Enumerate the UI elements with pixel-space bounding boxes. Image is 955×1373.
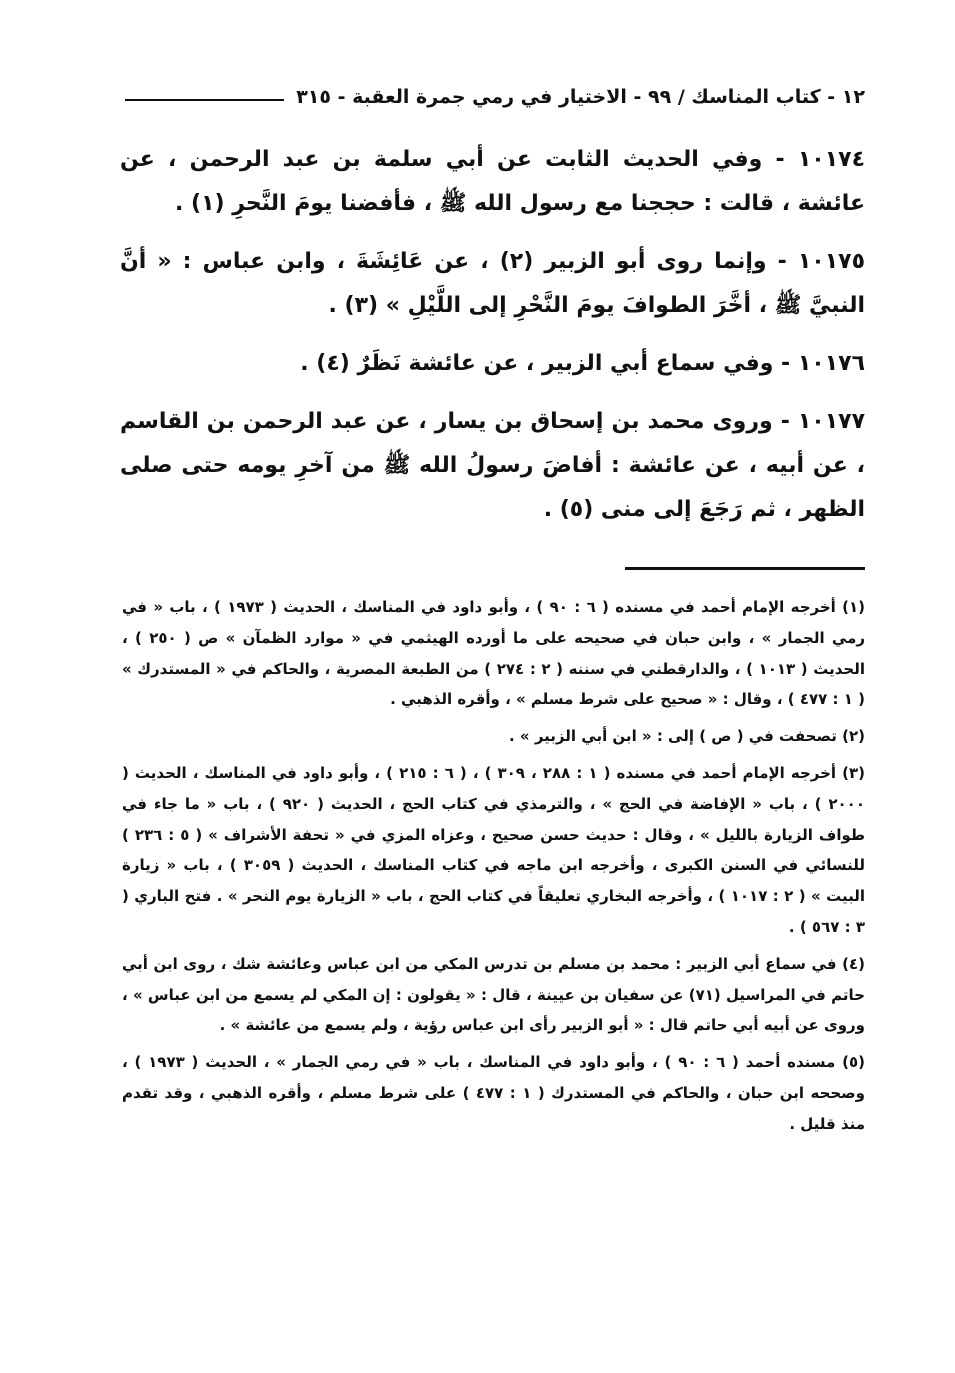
footnotes [122,592,865,1146]
paragraph-text: - وروى محمد بن إسحاق بن يسار ، عن عبد الرحمن بن القاسم ، عن أبيه ، عن عائشة : أفاضَ رسولُ الله ﷺ من آخرِ يومه حتى صلى الظهر ، ثم رَجَعَ إلى منى (٥) . [120,409,865,522]
paragraph-1174 [120,138,865,226]
footnote-4: (٤) في سماع أبي الزبير : محمد بن مسلم بن تدرس المكي من ابن عباس وعائشة شك ، روى ابن أبي حاتم في المراسيل (٧١) عن سفيان بن عيينة ، قال : « يقولون : إن المكي لم يسمع من ابن عباس » ، وروى عن أبيه أبي حاتم قال : « أبو الزبير رأى ابن عباس رؤية ، ولم يسمع من عائشة » . [122,954,865,1035]
footnote-separator [625,567,865,570]
paragraph-1175 [120,240,865,328]
running-header [125,82,865,112]
paragraph-1176 [120,342,865,386]
footnote-3: (٣) أخرجه الإمام أحمد في مسنده ( ١ : ٢٨٨ ، ٣٠٩ ) ، ( ٦ : ٢١٥ ) ، وأبو داود في المناسك ، الحديث ( ٢٠٠٠ ) ، باب « الإفاضة في الحج » ، والترمذي في كتاب الحج ، الحديث ( ٩٢٠ ) ، باب « ما جاء في طواف الزيارة بالليل » ، وقال : حديث حسن صحيح ، وعزاه المزي في « تحفة الأشراف » ( ٥ : ٢٣٦ ) للنسائي في السنن الكبرى ، وأخرجه ابن ماجه في كتاب المناسك ، الحديث ( ٣٠٥٩ ) ، باب « زيارة البيت » ( ٢ : ١٠١٧ ) ، وأخرجه البخاري تعليقاً في كتاب الحج ، باب « الزيارة يوم النحر » . فتح الباري ( ٣ : ٥٦٧ ) . [122,763,865,936]
footnote-2: (٢) تصحفت في ( ص ) إلى : « ابن أبي الزبير » . [509,727,865,746]
paragraph-number: ١٠١٧٥ [797,249,865,274]
footnote-1: (١) أخرجه الإمام أحمد في مسنده ( ٦ : ٩٠ ) ، وأبو داود في المناسك ، الحديث ( ١٩٧٣ ) ، باب « في رمي الجمار » ، وابن حبان في صحيحه على ما أورده الهيثمي في « موارد الظمآن » ص ( ٢٥٠ ) ، الحديث ( ١٠١٣ ) ، والدارقطني في سننه ( ٢ : ٢٧٤ ) من الطبعة المصرية ، والحاكم في « المستدرك » ( ١ : ٤٧٧ ) ، وقال : « صحيح على شرط مسلم » ، وأقره الذهبي . [122,598,866,709]
paragraph-1177 [120,400,865,532]
paragraph-text: - وفي الحديث الثابت عن أبي سلمة بن عبد الرحمن ، عن عائشة ، قالت : حججنا مع رسول الله ﷺ ، فأفضنا يومَ النَّحرِ (١) . [120,147,865,216]
paragraph-number: ١٠١٧٤ [797,147,865,172]
main-text [120,138,865,546]
footnote-5: (٥) مسنده أحمد ( ٦ : ٩٠ ) ، وأبو داود في المناسك ، باب « في رمي الجمار » ، الحديث ( ١٩٧٣ ) ، وصححه ابن حبان ، والحاكم في المستدرك ( ١ : ٤٧٧ ) على شرط مسلم ، وأقره الذهبي ، وقد تقدم منذ قليل . [122,1053,866,1133]
paragraph-number: ١٠١٧٧ [797,409,865,434]
paragraph-text: - وإنما روى أبو الزبير (٢) ، عن عَائِشَةَ ، وابن عباس : « أنَّ النبيَّ ﷺ ، أخَّرَ الطوافَ يومَ النَّحْرِ إلى اللَّيْلِ » (٣) . [120,249,865,318]
header-rule [125,99,284,101]
paragraph-number: ١٠١٧٦ [797,351,865,376]
running-title: ١٢ - كتاب المناسك / ٩٩ - الاختيار في رمي جمرة العقبة - ٣١٥ [296,86,865,108]
paragraph-text: - وفي سماع أبي الزبير ، عن عائشة نَظَرٌ (٤) . [300,351,798,376]
